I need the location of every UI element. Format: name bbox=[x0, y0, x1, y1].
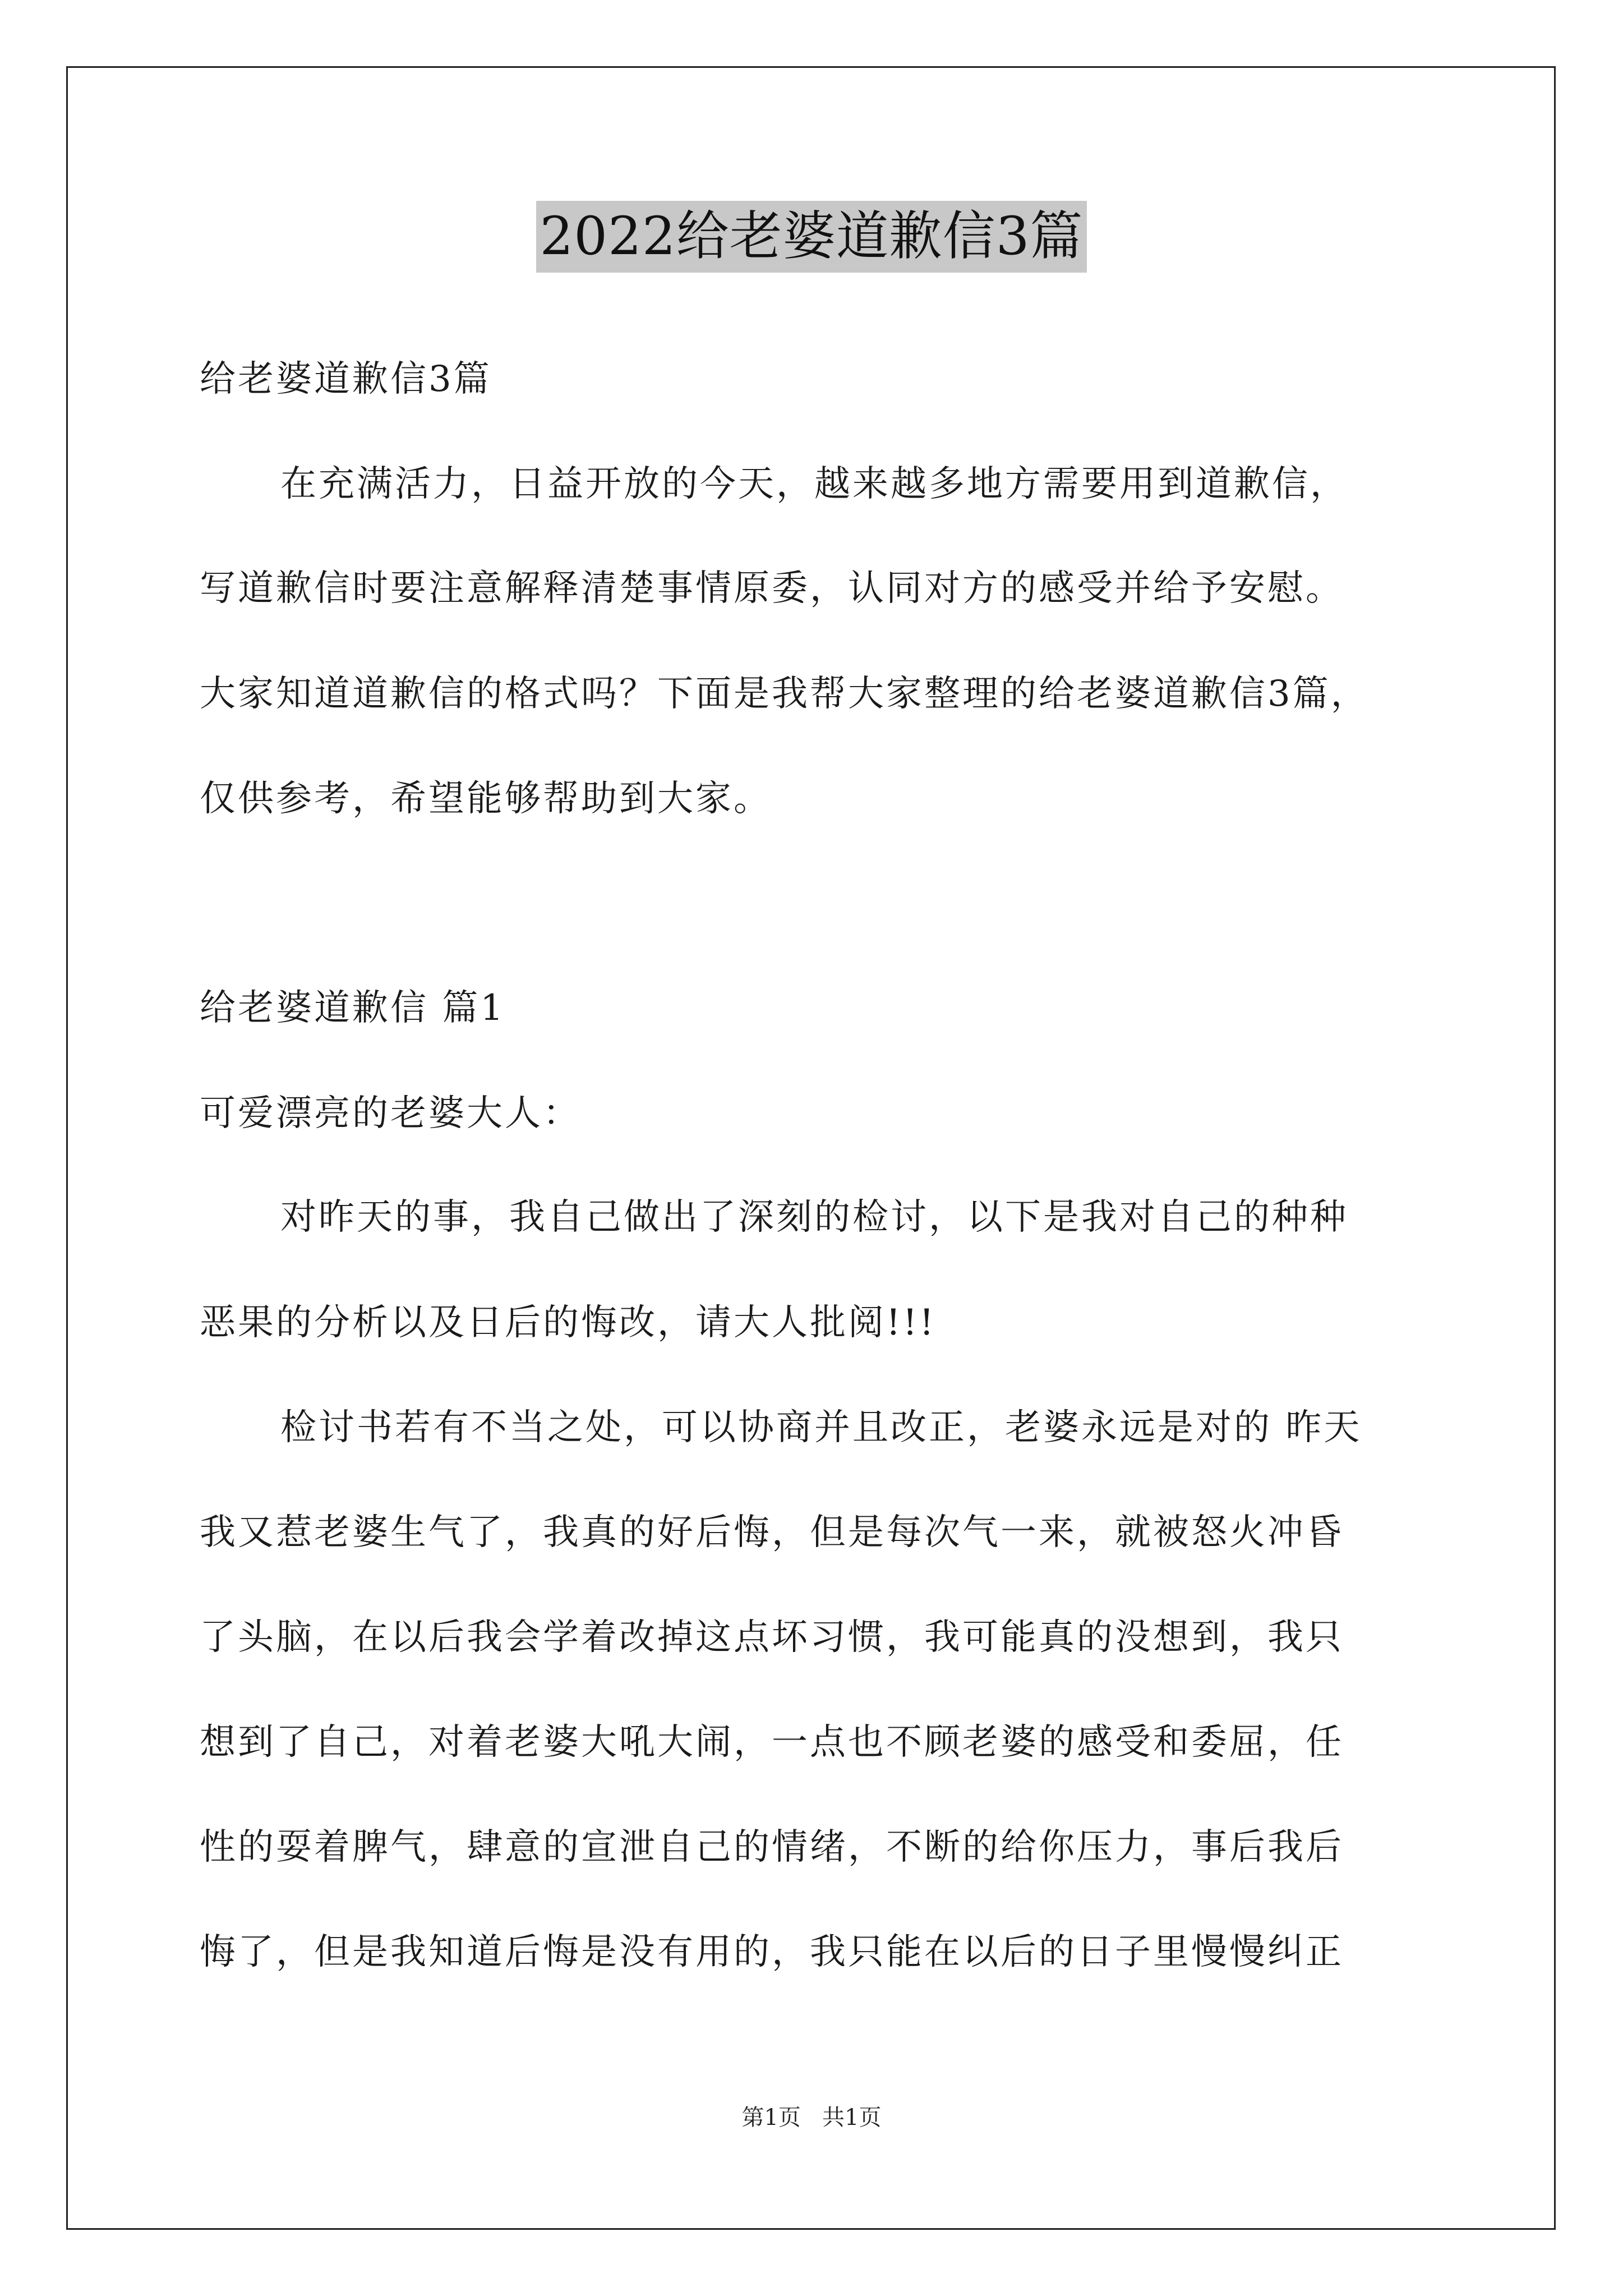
paragraph-line: 想到了自己，对着老婆大吼大闹，一点也不顾老婆的感受和委屈，任 bbox=[200, 1722, 1344, 1763]
salutation: 可爱漂亮的老婆大人： bbox=[200, 1093, 581, 1134]
subtitle: 给老婆道歉信3篇 bbox=[200, 358, 492, 400]
paragraph-line: 性的耍着脾气，肆意的宣泄自己的情绪，不断的给你压力，事后我后 bbox=[200, 1826, 1344, 1868]
paragraph-line: 我又惹老婆生气了，我真的好后悔，但是每次气一来，就被怒火冲昏 bbox=[200, 1512, 1344, 1553]
intro-line: 仅供参考，希望能够帮助到大家。 bbox=[200, 778, 772, 820]
title-container bbox=[0, 201, 1623, 273]
document-title: 2022给老婆道歉信3篇 bbox=[536, 201, 1086, 273]
page-footer: 第1页 共1页 bbox=[741, 2105, 882, 2131]
intro-line: 在充满活力，日益开放的今天，越来越多地方需要用到道歉信， bbox=[280, 463, 1348, 505]
intro-line: 写道歉信时要注意解释清楚事情原委，认同对方的感受并给予安慰。 bbox=[200, 568, 1344, 609]
paragraph-line: 检讨书若有不当之处，可以协商并且改正，老婆永远是对的 昨天 bbox=[280, 1407, 1362, 1448]
paragraph-line: 悔了，但是我知道后悔是没有用的，我只能在以后的日子里慢慢纠正 bbox=[200, 1931, 1344, 1973]
intro-line: 大家知道道歉信的格式吗？下面是我帮大家整理的给老婆道歉信3篇， bbox=[200, 673, 1369, 715]
paragraph-line: 了头脑，在以后我会学着改掉这点坏习惯，我可能真的没想到，我只 bbox=[200, 1617, 1344, 1658]
paragraph-line: 对昨天的事，我自己做出了深刻的检讨，以下是我对自己的种种 bbox=[280, 1197, 1348, 1238]
section-heading: 给老婆道歉信 篇1 bbox=[200, 987, 506, 1029]
paragraph-line: 恶果的分析以及日后的悔改，请大人批阅!!! bbox=[200, 1302, 937, 1343]
